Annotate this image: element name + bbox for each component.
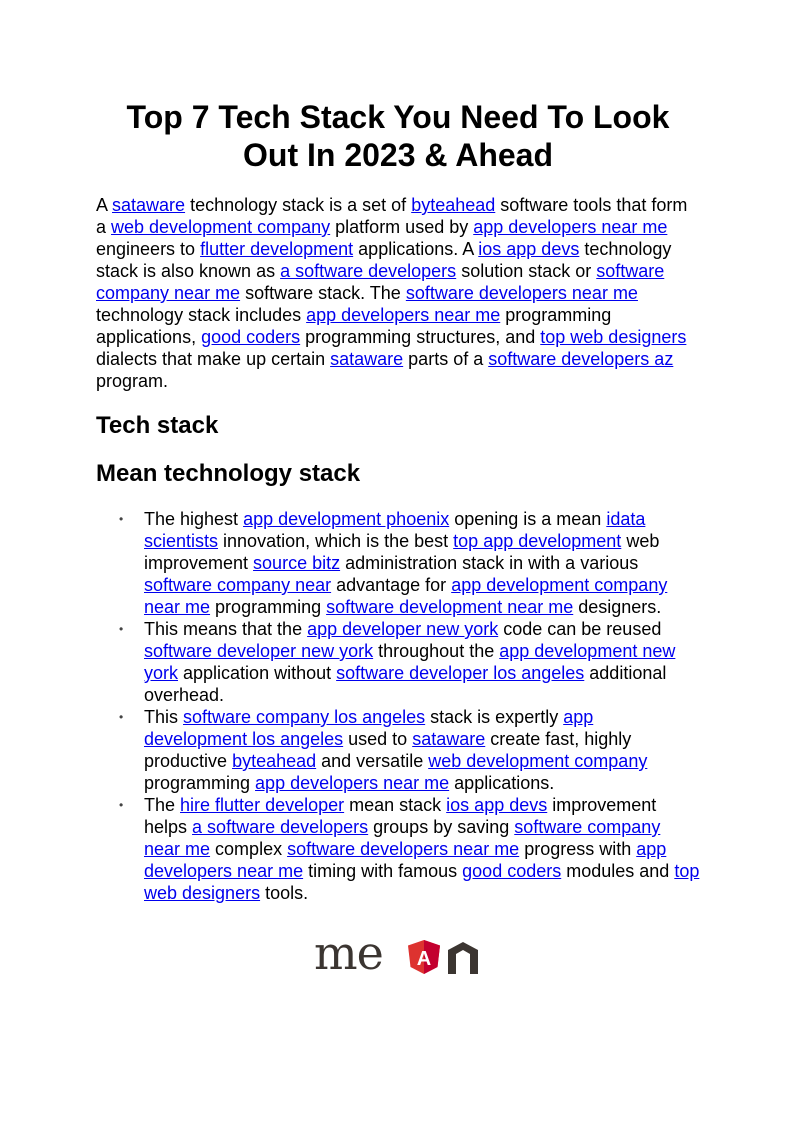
bullet-icon: •	[119, 512, 124, 526]
list-item-text	[144, 619, 675, 705]
page-title: Top 7 Tech Stack You Need To Look Out In 2023 & Ahead	[126, 99, 670, 173]
node-hex-icon	[448, 942, 478, 974]
inline-link[interactable]: top web designers	[540, 327, 687, 347]
inline-text: engineers to	[96, 239, 201, 259]
inline-text: The highest	[144, 509, 244, 529]
inline-text: additional overhead.	[144, 663, 667, 705]
inline-link[interactable]: app development los angeles	[144, 707, 594, 749]
inline-link[interactable]: top app development	[453, 531, 622, 551]
inline-link[interactable]: good coders	[201, 327, 301, 347]
inline-text: programming	[144, 773, 256, 793]
inline-text: solution stack or	[456, 261, 597, 281]
list-item	[119, 618, 700, 706]
inline-text: tools.	[260, 883, 309, 903]
inline-link[interactable]: app developers near me	[144, 839, 667, 881]
inline-text: This means that the	[144, 619, 308, 639]
inline-text: stack is expertly	[425, 707, 564, 727]
inline-link[interactable]: web development company	[111, 217, 331, 237]
inline-link[interactable]: ios app devs	[446, 795, 548, 815]
inline-text: application without	[178, 663, 337, 683]
inline-text: administration stack in with a various	[340, 553, 639, 573]
inline-text: throughout the	[373, 641, 500, 661]
inline-link[interactable]: software developers near me	[287, 839, 520, 859]
inline-link[interactable]: software developer new york	[144, 641, 374, 661]
inline-text: platform used by	[330, 217, 474, 237]
inline-text: and versatile	[316, 751, 429, 771]
inline-text: innovation, which is the best	[218, 531, 454, 551]
inline-link[interactable]: hire flutter developer	[180, 795, 345, 815]
inline-link[interactable]: sataware	[330, 349, 404, 369]
inline-text: programming	[210, 597, 327, 617]
inline-link[interactable]: app developer new york	[307, 619, 499, 639]
inline-link[interactable]: idata scientists	[144, 509, 646, 551]
inline-text: groups by saving	[368, 817, 515, 837]
inline-link[interactable]: byteahead	[232, 751, 317, 771]
angular-shield-icon	[408, 940, 440, 974]
inline-text: progress with	[519, 839, 637, 859]
inline-text: improvement helps	[144, 795, 657, 837]
list-item-text	[144, 509, 667, 617]
bullet-icon: •	[119, 622, 124, 636]
inline-text: applications. A	[353, 239, 479, 259]
inline-text: opening is a mean	[449, 509, 607, 529]
inline-text: web improvement	[144, 531, 660, 573]
section-heading-tech-stack: Tech stack	[96, 412, 219, 439]
inline-text: mean stack	[344, 795, 447, 815]
inline-text: parts of a	[403, 349, 489, 369]
inline-link[interactable]: app development phoenix	[243, 509, 450, 529]
inline-text: code can be reused	[498, 619, 662, 639]
inline-text: dialects that make up certain	[96, 349, 331, 369]
inline-link[interactable]: app development company near me	[144, 575, 668, 617]
inline-link[interactable]: ios app devs	[478, 239, 580, 259]
inline-text: The	[144, 795, 181, 815]
inline-text: A	[96, 195, 113, 215]
inline-link[interactable]: software developers near me	[405, 283, 638, 303]
inline-link[interactable]: web development company	[428, 751, 648, 771]
inline-text: timing with famous	[303, 861, 463, 881]
inline-link[interactable]: top web designers	[144, 861, 700, 903]
inline-text: advantage for	[331, 575, 452, 595]
inline-link[interactable]: good coders	[462, 861, 562, 881]
list-item	[119, 706, 700, 794]
inline-link[interactable]: software development near me	[326, 597, 574, 617]
inline-link[interactable]: byteahead	[411, 195, 496, 215]
inline-text: technology stack is a set of	[185, 195, 412, 215]
inline-text: used to	[343, 729, 413, 749]
mean-stack-list	[96, 508, 700, 904]
section-heading-mean-stack: Mean technology stack	[96, 460, 361, 487]
inline-text: program.	[96, 371, 169, 391]
inline-link[interactable]: app development new york	[144, 641, 676, 683]
bullet-icon: •	[119, 798, 124, 812]
mean-logo-wordmark	[314, 926, 383, 980]
inline-link[interactable]: a software developers	[280, 261, 457, 281]
logo-letter-e: e	[356, 926, 383, 980]
inline-link[interactable]: software company los angeles	[183, 707, 426, 727]
inline-text: programming structures, and	[300, 327, 541, 347]
inline-link[interactable]: sataware	[112, 195, 186, 215]
intro-paragraph	[96, 194, 700, 392]
inline-link[interactable]: software company near me	[144, 817, 661, 859]
inline-link[interactable]: app developers near me	[306, 305, 501, 325]
inline-text: designers.	[573, 597, 662, 617]
inline-link[interactable]: app developers near me	[255, 773, 450, 793]
inline-link[interactable]: software company near	[144, 575, 332, 595]
list-item	[119, 794, 700, 904]
angular-letter: A	[416, 948, 432, 970]
list-item-text	[144, 707, 647, 793]
logo-letter-m: m	[314, 926, 357, 980]
inline-text: programming applications,	[96, 305, 612, 347]
document-page	[96, 98, 700, 904]
inline-link[interactable]: sataware	[412, 729, 486, 749]
list-item	[119, 508, 700, 618]
inline-link[interactable]: app developers near me	[473, 217, 668, 237]
inline-text: modules and	[561, 861, 675, 881]
inline-text: applications.	[449, 773, 555, 793]
inline-link[interactable]: source bitz	[253, 553, 341, 573]
inline-link[interactable]: software developers az	[488, 349, 674, 369]
inline-link[interactable]: software developer los angeles	[336, 663, 585, 683]
bullet-icon: •	[119, 710, 124, 724]
inline-text: technology stack includes	[96, 305, 307, 325]
list-item-text	[144, 795, 699, 903]
inline-link[interactable]: software company near me	[96, 261, 665, 303]
inline-text: technology stack is also known as	[96, 239, 672, 281]
inline-text: software tools that form a	[96, 195, 688, 237]
mean-logo	[314, 926, 480, 980]
inline-link[interactable]: flutter development	[200, 239, 354, 259]
inline-text: software stack. The	[240, 283, 406, 303]
inline-text: This	[144, 707, 184, 727]
inline-text: complex	[210, 839, 288, 859]
inline-text: create fast, highly productive	[144, 729, 632, 771]
inline-link[interactable]: a software developers	[192, 817, 369, 837]
